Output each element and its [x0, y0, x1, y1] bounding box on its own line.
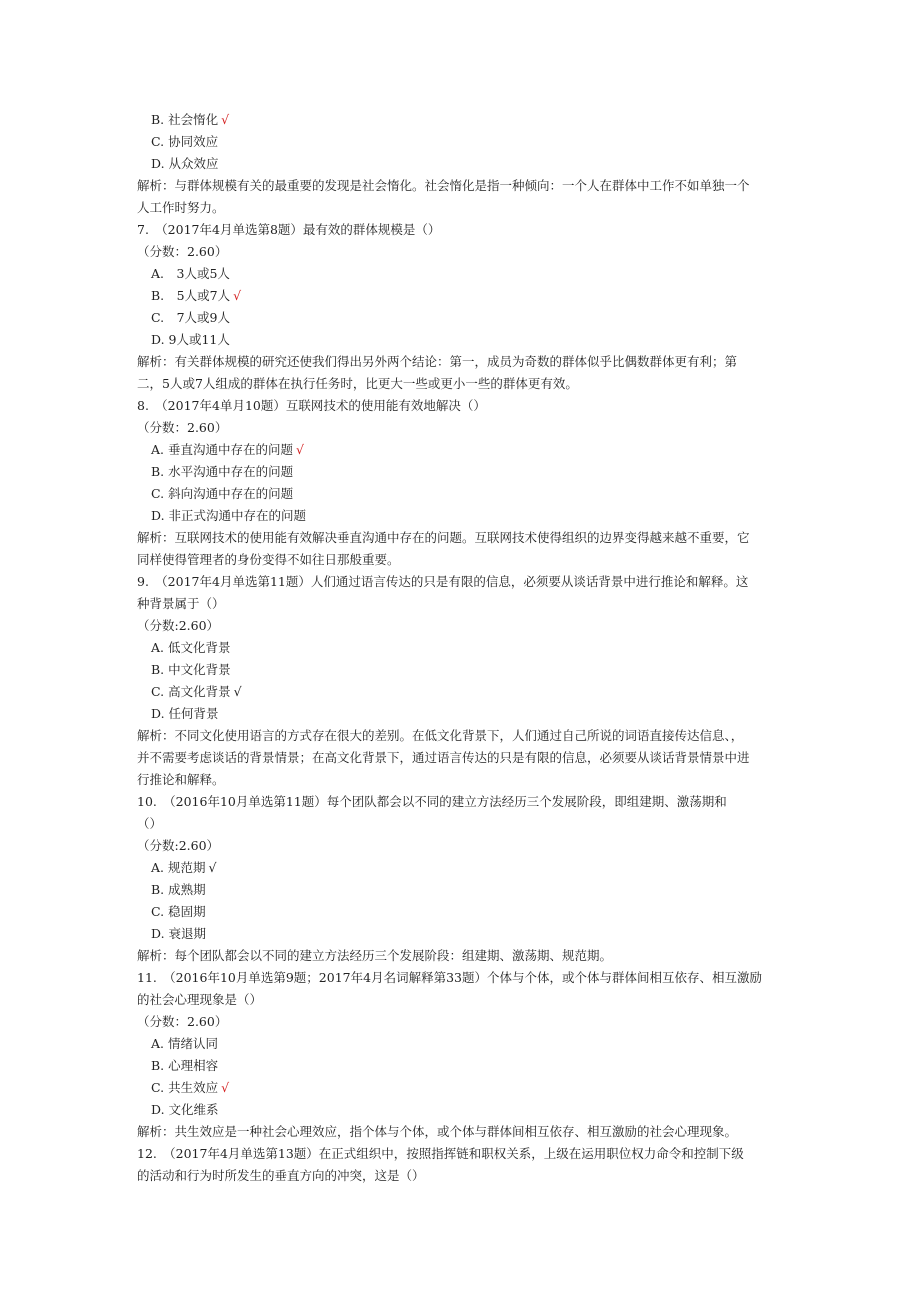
answer-option — [137, 1033, 787, 1055]
option-text: C. 稳固期 — [151, 904, 206, 919]
line-text: （分数：2.60） — [137, 244, 228, 259]
line-text: 解析：不同文化使用语言的方式存在很大的差别。在低文化背景下，人们通过自己所说的词语直接传达信息、， — [137, 728, 744, 743]
answer-option — [137, 263, 787, 285]
line-text: 并不需要考虑谈话的背景情景；在高文化背景下，通过语言传达的只是有限的信息，必须要从谈话背景情景中进 — [137, 750, 750, 765]
answer-option — [137, 901, 787, 923]
text-line — [137, 945, 787, 967]
text-line — [137, 219, 787, 241]
line-text: 的社会心理现象是（） — [137, 992, 263, 1007]
line-text: （） — [137, 816, 163, 831]
text-line — [137, 571, 787, 593]
line-text: 同样使得管理者的身份变得不如往日那般重要。 — [137, 552, 400, 567]
line-text: 11. （2016年10月单选第9题；2017年4月名词解释第33题）个体与个体，或个体与群体间相互依存、相互激励 — [137, 970, 762, 985]
option-text: B. 社会惰化 — [151, 112, 219, 127]
option-text: B. 心理相容 — [151, 1058, 219, 1073]
text-line — [137, 725, 787, 747]
line-text: 二，5人或7人组成的群体在执行任务时，比更大一些或更小一些的群体更有效。 — [137, 376, 578, 391]
text-line — [137, 967, 787, 989]
line-text: （分数:2.60） — [137, 838, 220, 853]
text-line — [137, 1121, 787, 1143]
option-text: A. 3人或5人 — [151, 266, 230, 281]
text-line — [137, 241, 787, 263]
answer-option — [137, 1099, 787, 1121]
answer-option — [137, 461, 787, 483]
option-text: C. 7人或9人 — [151, 310, 230, 325]
option-text: A. 情绪认同 — [151, 1036, 218, 1051]
text-line — [137, 769, 787, 791]
answer-option — [137, 879, 787, 901]
line-text: 行推论和解释。 — [137, 772, 225, 787]
text-line — [137, 593, 787, 615]
question-list — [137, 109, 787, 1187]
option-text: B. 水平沟通中存在的问题 — [151, 464, 294, 479]
line-text: 解析：与群体规模有关的最重要的发现是社会惰化。社会惰化是指一种倾向：一个人在群体中工作不如单独一个 — [137, 178, 750, 193]
text-line — [137, 373, 787, 395]
answer-option — [137, 109, 787, 131]
text-line — [137, 791, 787, 813]
option-text: D. 非正式沟通中存在的问题 — [151, 508, 307, 523]
answer-option — [137, 131, 787, 153]
option-text: A. 低文化背景 — [151, 640, 231, 655]
line-text: 解析：每个团队都会以不同的建立方法经历三个发展阶段：组建期、激荡期、规范期。 — [137, 948, 613, 963]
text-line — [137, 175, 787, 197]
option-text: C. 斜向沟通中存在的问题 — [151, 486, 294, 501]
line-text: 12. （2017年4月单选第13题）在正式组织中，按照指挥链和职权关系，上级在运用职位权力命令和控制下级 — [137, 1146, 744, 1161]
answer-option — [137, 153, 787, 175]
line-text: 种背景属于（） — [137, 596, 225, 611]
answer-option — [137, 329, 787, 351]
line-text: 解析：互联网技术的使用能有效解决垂直沟通中存在的问题。互联网技术使得组织的边界变得越来越不重要，它 — [137, 530, 750, 545]
line-text: （分数:2.60） — [137, 618, 220, 633]
answer-option — [137, 285, 787, 307]
answer-option — [137, 1077, 787, 1099]
correct-answer-check-icon: √ — [233, 684, 242, 699]
option-text: B. 5人或7人 — [151, 288, 231, 303]
option-text: D. 从众效应 — [151, 156, 219, 171]
line-text: 7. （2017年4月单选第8题）最有效的群体规模是（） — [137, 222, 441, 237]
answer-option — [137, 857, 787, 879]
text-line — [137, 989, 787, 1011]
answer-option — [137, 923, 787, 945]
line-text: （分数：2.60） — [137, 1014, 228, 1029]
text-line — [137, 197, 787, 219]
correct-answer-check-icon: √ — [208, 860, 217, 875]
option-text: A. 垂直沟通中存在的问题 — [151, 442, 293, 457]
answer-option — [137, 703, 787, 725]
correct-answer-check-icon: √ — [233, 288, 242, 303]
answer-option — [137, 307, 787, 329]
text-line — [137, 1011, 787, 1033]
option-text: C. 协同效应 — [151, 134, 219, 149]
answer-option — [137, 659, 787, 681]
text-line — [137, 549, 787, 571]
line-text: 的活动和行为时所发生的垂直方向的冲突，这是（） — [137, 1168, 425, 1183]
option-text: C. 高文化背景 — [151, 684, 231, 699]
correct-answer-check-icon: √ — [295, 442, 304, 457]
text-line — [137, 747, 787, 769]
option-text: B. 中文化背景 — [151, 662, 231, 677]
line-text: 解析：共生效应是一种社会心理效应，指个体与个体，或个体与群体间相互依存、相互激励的社会心理现象。 — [137, 1124, 738, 1139]
text-line — [137, 395, 787, 417]
answer-option — [137, 483, 787, 505]
option-text: D. 任何背景 — [151, 706, 219, 721]
option-text: C. 共生效应 — [151, 1080, 219, 1095]
text-line — [137, 351, 787, 373]
text-line — [137, 835, 787, 857]
text-line — [137, 417, 787, 439]
answer-option — [137, 681, 787, 703]
line-text: 10. （2016年10月单选第11题）每个团队都会以不同的建立方法经历三个发展阶段，即组建期、激荡期和 — [137, 794, 727, 809]
answer-option — [137, 1055, 787, 1077]
line-text: 人工作时努力。 — [137, 200, 225, 215]
answer-option — [137, 637, 787, 659]
text-line — [137, 1165, 787, 1187]
line-text: （分数：2.60） — [137, 420, 228, 435]
text-line — [137, 615, 787, 637]
answer-option — [137, 505, 787, 527]
correct-answer-check-icon: √ — [221, 112, 230, 127]
option-text: D. 9人或11人 — [151, 332, 230, 347]
answer-option — [137, 439, 787, 461]
option-text: B. 成熟期 — [151, 882, 206, 897]
text-line — [137, 527, 787, 549]
line-text: 8. （2017年4单月10题）互联网技术的使用能有效地解决（） — [137, 398, 486, 413]
option-text: D. 文化维系 — [151, 1102, 219, 1117]
option-text: A. 规范期 — [151, 860, 206, 875]
option-text: D. 衰退期 — [151, 926, 207, 941]
line-text: 9. （2017年4月单选第11题）人们通过语言传达的只是有限的信息，必须要从谈话背景中进行推论和解释。这 — [137, 574, 749, 589]
text-line — [137, 813, 787, 835]
text-line — [137, 1143, 787, 1165]
line-text: 解析：有关群体规模的研究还使我们得出另外两个结论：第一，成员为奇数的群体似乎比偶数群体更有利；第 — [137, 354, 738, 369]
correct-answer-check-icon: √ — [221, 1080, 230, 1095]
